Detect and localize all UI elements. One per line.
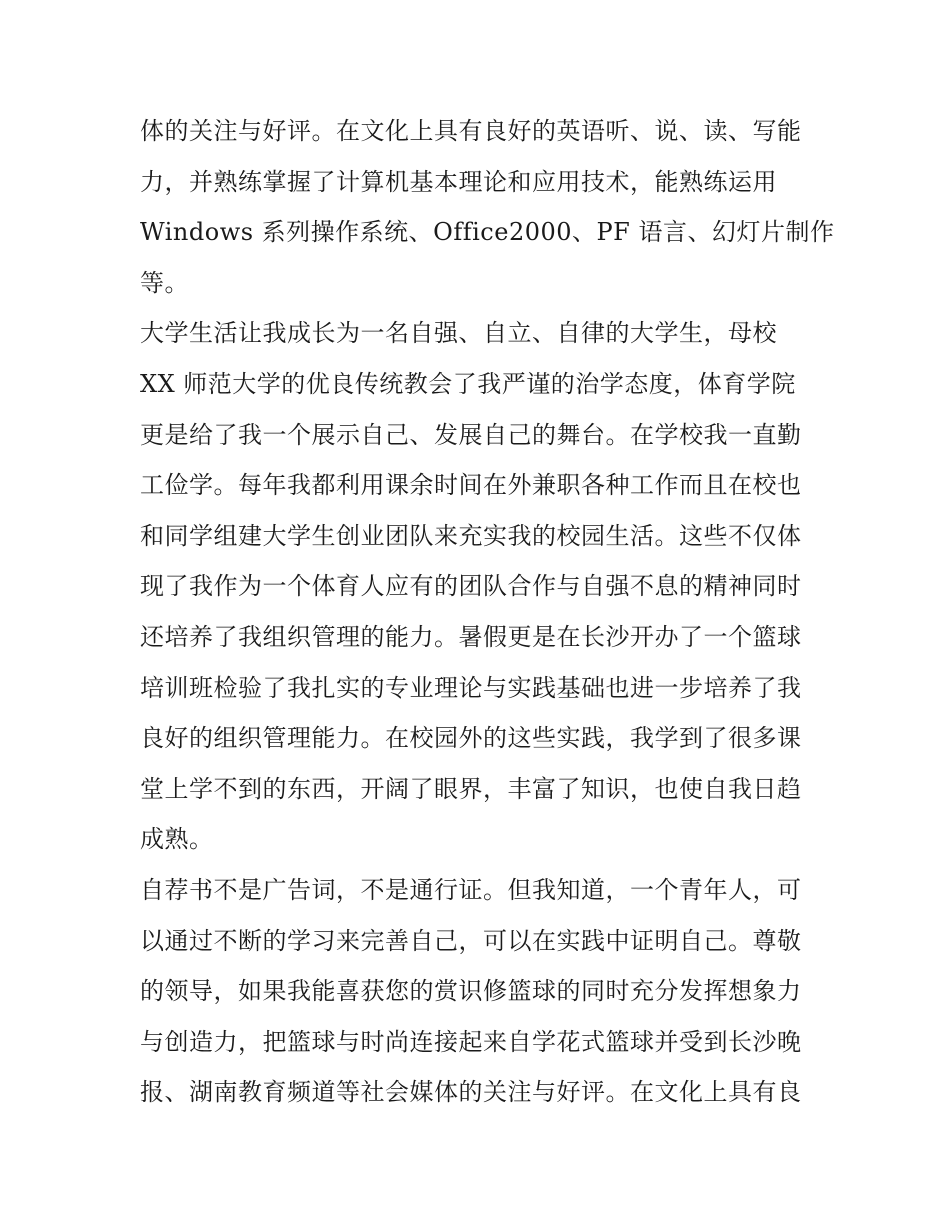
text-line: 报、湖南教育频道等社会媒体的关注与好评。在文化上具有良 [140, 1078, 802, 1107]
text-line: 与创造力，把篮球与时尚连接起来自学花式篮球并受到长沙晚 [140, 1027, 802, 1056]
text-line: 的领导，如果我能喜获您的赏识修篮球的同时充分发挥想象力 [140, 977, 802, 1006]
text-line: 体的关注与好评。在文化上具有良好的英语听、说、读、写能 [140, 117, 802, 145]
text-line: 良好的组织管理能力。在校园外的这些实践，我学到了很多课 [140, 724, 802, 753]
text-line: 现了我作为一个体育人应有的团队合作与自强不息的精神同时 [140, 572, 802, 601]
text-line: Windows 系列操作系统、Office2000、PF 语言、幻灯片制作 [140, 218, 835, 247]
text-line: XX 师范大学的优良传统教会了我严谨的治学态度，体育学院 [140, 369, 796, 398]
document-body [140, 106, 835, 1118]
text-line: 更是给了我一个展示自己、发展自己的舞台。在学校我一直勤 [140, 420, 802, 449]
text-line: 和同学组建大学生创业团队来充实我的校园生活。这些不仅体 [140, 521, 802, 550]
text-line: 等。 [140, 268, 189, 297]
text-line: 成熟。 [140, 825, 214, 854]
text-line: 堂上学不到的东西，开阔了眼界，丰富了知识，也使自我日趋 [140, 774, 802, 803]
text-line: 力，并熟练掌握了计算机基本理论和应用技术，能熟练运用 [140, 167, 777, 196]
text-line: 以通过不断的学习来完善自己，可以在实践中证明自己。尊敬 [140, 926, 802, 955]
text-line: 大学生活让我成长为一名自强、自立、自律的大学生，母校 [140, 319, 777, 348]
text-line: 自荐书不是广告词，不是通行证。但我知道，一个青年人，可 [140, 875, 802, 904]
text-line: 还培养了我组织管理的能力。暑假更是在长沙开办了一个篮球 [140, 622, 802, 651]
text-line: 工俭学。每年我都利用课余时间在外兼职各种工作而且在校也 [140, 471, 802, 500]
text-line: 培训班检验了我扎实的专业理论与实践基础也进一步培养了我 [140, 673, 802, 702]
